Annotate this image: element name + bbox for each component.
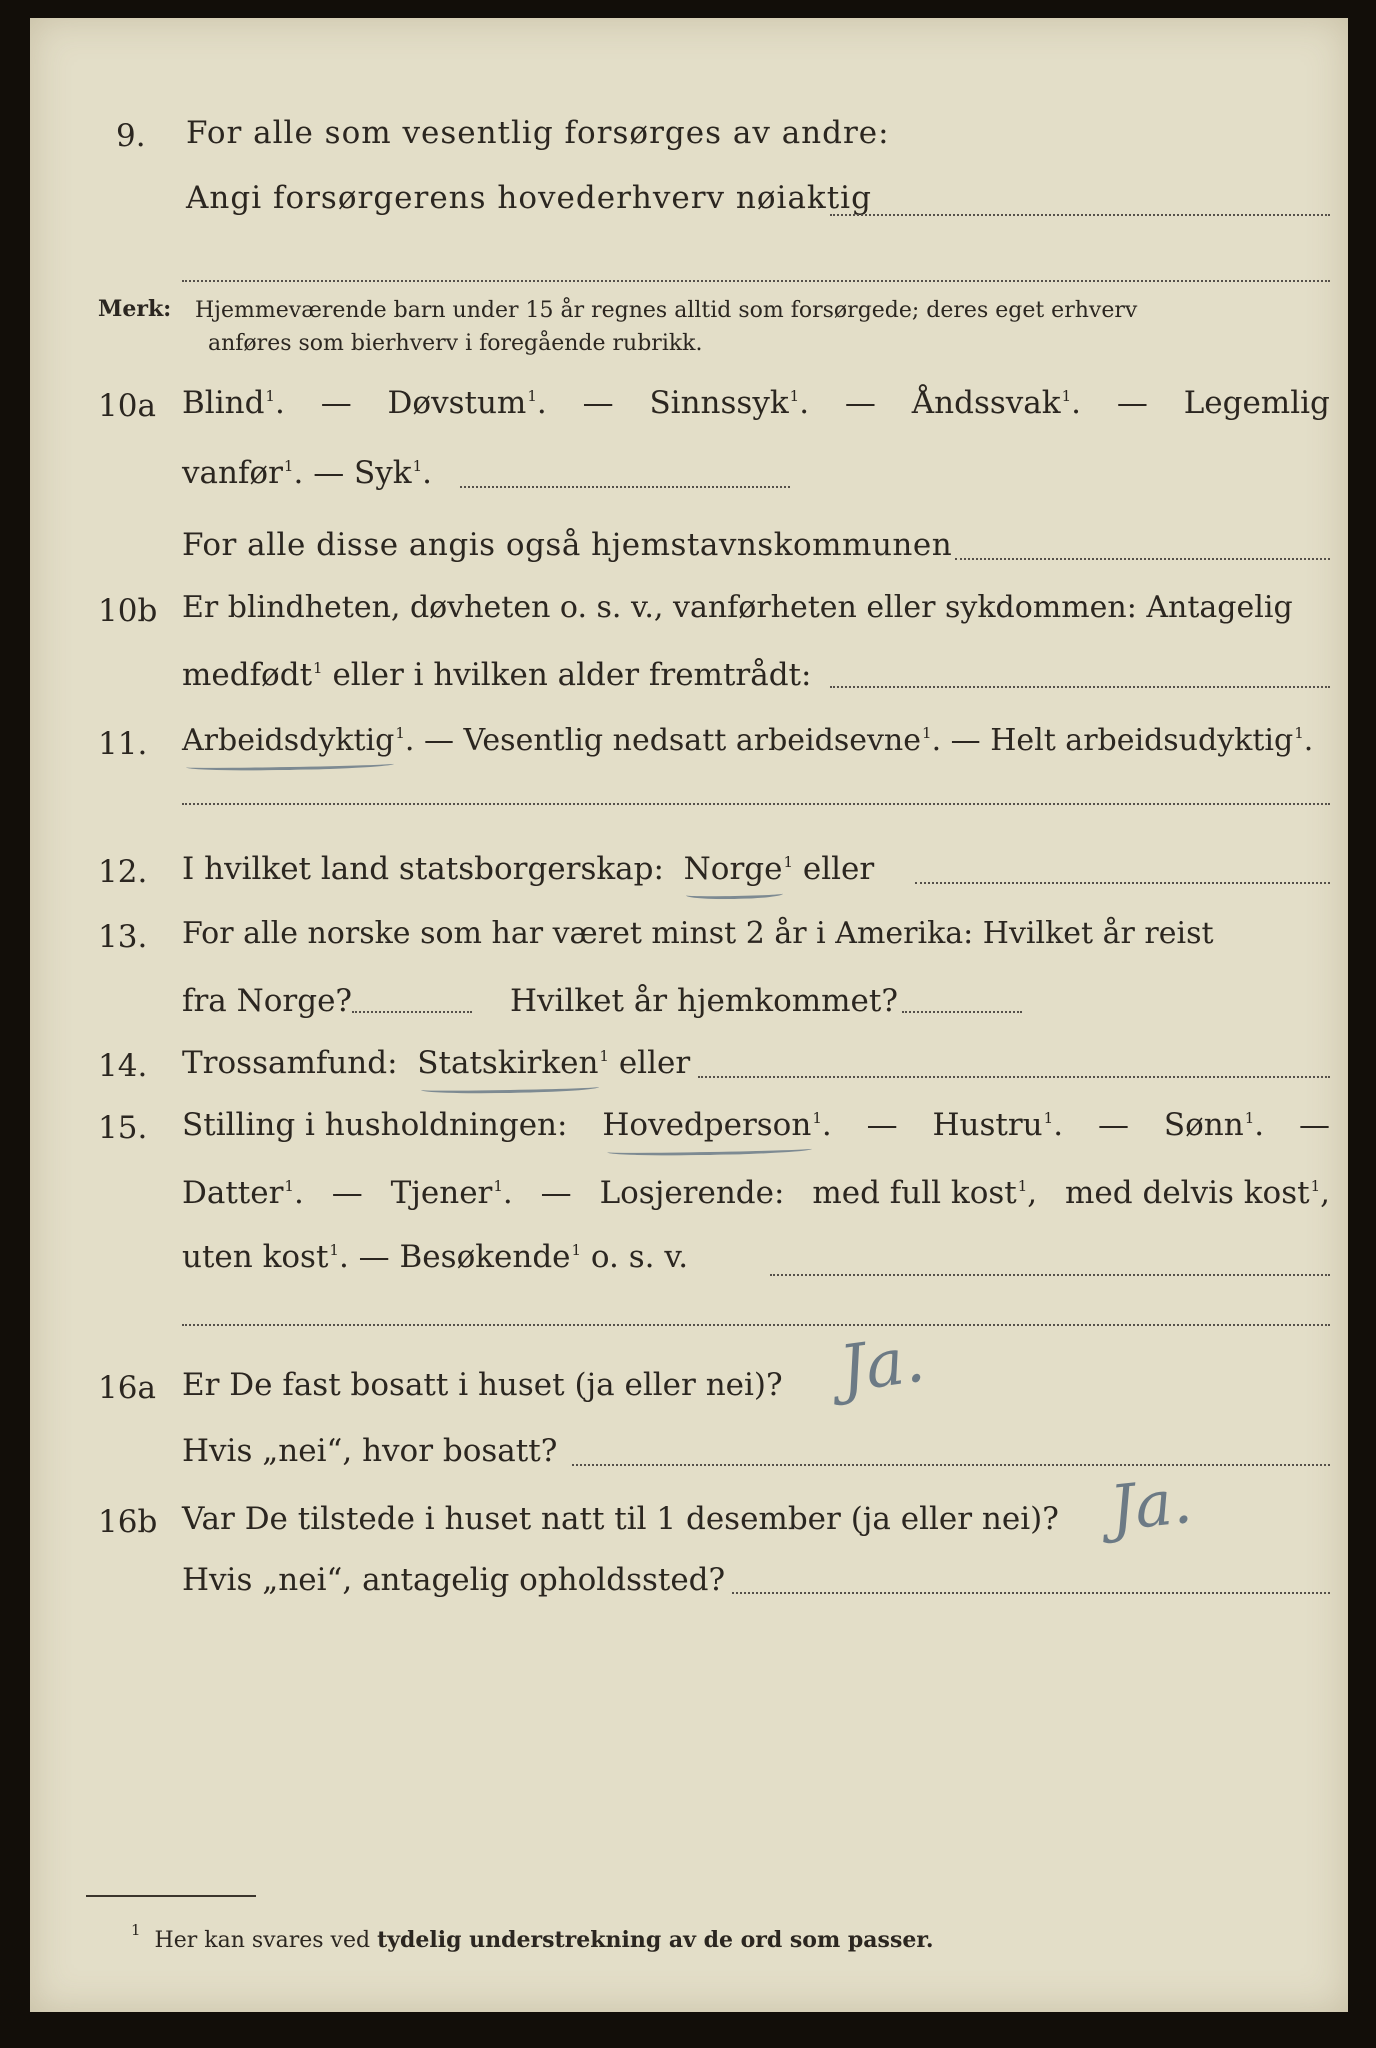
option-datter[interactable]: Datter$^1$.: [182, 1175, 304, 1211]
q10b-line1: Er blindheten, døvheten o. s. v., vanførheten eller sykdommen: Antagelig: [182, 590, 1293, 625]
question-number-16b: 16b: [98, 1504, 158, 1540]
q15-line1: [182, 1107, 1330, 1143]
q13-line1: For alle norske som har været minst 2 år i Amerika: Hvilket år reist: [182, 916, 1214, 951]
option-sonn[interactable]: Sønn$^1$.: [1163, 1107, 1265, 1143]
q12-eller: eller: [802, 851, 875, 887]
q9-answer-line-2[interactable]: [182, 280, 1330, 282]
q14-eller: eller: [618, 1045, 691, 1081]
q10b-line2-rest: eller i hvilken alder fremtrådt:: [332, 657, 812, 693]
option-syk[interactable]: Syk$^1$.: [354, 455, 432, 491]
option-norge[interactable]: Norge: [683, 851, 783, 887]
merk-line2: anføres som bierhverv i foregående rubrikk.: [208, 331, 703, 356]
option-uten-kost[interactable]: uten kost$^1$.: [182, 1239, 349, 1275]
q9-line1: For alle som vesentlig forsørges av andre:: [186, 115, 890, 151]
question-number-16a: 16a: [98, 1370, 156, 1406]
option-hustru[interactable]: Hustru$^1$.: [932, 1107, 1064, 1143]
dash: —: [1116, 385, 1148, 421]
question-number-10b: 10b: [98, 593, 158, 629]
option-blind[interactable]: Blind$^1$.: [182, 385, 285, 421]
option-statskirken[interactable]: Statskirken: [417, 1045, 599, 1081]
question-number-13: 13.: [98, 919, 148, 955]
dash: —: [582, 385, 614, 421]
option-medfodt[interactable]: medfødt$^1$: [182, 657, 323, 693]
dash: —: [540, 1175, 572, 1211]
footnote-plain: Her kan svares ved: [154, 1928, 371, 1953]
question-number-9: 9.: [116, 118, 146, 154]
option-besokende[interactable]: Besøkende$^1$: [399, 1239, 582, 1275]
option-dovstum[interactable]: Døvstum$^1$.: [387, 385, 547, 421]
option-andssvak[interactable]: Åndssvak$^1$.: [911, 385, 1081, 421]
question-number-11: 11.: [98, 726, 148, 762]
option-arbeidsdyktig[interactable]: Arbeidsdyktig: [182, 723, 395, 758]
dash: —: [844, 385, 876, 421]
option-legemlig[interactable]: Legemlig: [1183, 385, 1330, 421]
q13-fra: fra Norge?: [182, 983, 353, 1019]
option-udyktig[interactable]: Helt arbeidsudyktig$^1$.: [990, 723, 1314, 758]
q15-osv: o. s. v.: [590, 1239, 689, 1275]
q16a-answer-line[interactable]: [572, 1464, 1330, 1466]
dash: —: [423, 723, 454, 758]
q15-answer-line[interactable]: [770, 1274, 1330, 1276]
q14-text: Trossamfund:: [182, 1045, 398, 1081]
dash: —: [320, 385, 352, 421]
q16a-line2: Hvis „nei“, hvor bosatt?: [182, 1433, 558, 1469]
q10a-line3: For alle disse angis også hjemstavnskommunen: [182, 527, 953, 563]
option-vanfor[interactable]: vanfør$^1$.: [182, 455, 304, 491]
q15-answer-line-2[interactable]: [182, 1324, 1330, 1326]
q15-losjerende: Losjerende:: [599, 1175, 785, 1211]
q14-line: Trossamfund: Statskirken$^1$ eller: [182, 1045, 691, 1081]
q16b-handwritten-answer: Ja.: [1106, 1463, 1196, 1546]
q13-hjem: Hvilket år hjemkommet?: [510, 983, 898, 1019]
q11-line: Arbeidsdyktig$^1$. — Vesentlig nedsatt arbeidsevne$^1$. — Helt arbeidsudyktig$^1$.: [182, 723, 1314, 758]
q10b-line2: [182, 657, 812, 693]
option-nedsatt[interactable]: Vesentlig nedsatt arbeidsevne$^1$.: [463, 723, 942, 758]
dash: —: [331, 1175, 363, 1211]
q13-hjem-answer-line[interactable]: [902, 1011, 1022, 1013]
q12-text: I hvilket land statsborgerskap:: [182, 851, 664, 887]
census-form-page: [30, 18, 1348, 2012]
question-number-15: 15.: [98, 1110, 148, 1146]
q16a-handwritten-answer: Ja.: [835, 1322, 929, 1408]
footnote: [130, 1923, 934, 1952]
question-number-10a: 10a: [98, 388, 156, 424]
option-sinnssyk[interactable]: Sinnssyk$^1$.: [649, 385, 810, 421]
question-number-12: 12.: [98, 854, 148, 890]
dash: —: [313, 455, 345, 491]
option-med-delvis-kost[interactable]: med delvis kost$^1$,: [1065, 1175, 1330, 1211]
q12-line: I hvilket land statsborgerskap: Norge$^1$ eller: [182, 851, 875, 887]
question-number-14: 14.: [98, 1048, 148, 1084]
q10a-kommune-line[interactable]: [955, 558, 1330, 560]
q16b-line2: Hvis „nei“, antagelig opholdssted?: [182, 1562, 726, 1598]
q15-line2: [182, 1175, 1330, 1211]
dash: —: [358, 1239, 390, 1275]
dash: —: [1097, 1107, 1129, 1143]
merk-label: Merk:: [98, 296, 172, 322]
q13-fra-answer-line[interactable]: [352, 1011, 472, 1013]
q11-answer-line[interactable]: [182, 803, 1330, 805]
option-med-full-kost[interactable]: med full kost$^1$,: [812, 1175, 1038, 1211]
option-hovedperson[interactable]: Hovedperson$^1$.: [602, 1107, 832, 1143]
q16b-answer-line[interactable]: [732, 1592, 1330, 1594]
q10b-answer-line[interactable]: [830, 686, 1330, 688]
q16a-line1: Er De fast bosatt i huset (ja eller nei)?: [182, 1367, 783, 1403]
q15-line3: [182, 1239, 689, 1275]
q16b-line1: Var De tilstede i huset natt til 1 desember (ja eller nei)?: [182, 1501, 1059, 1537]
q10a-line2: [182, 455, 432, 491]
dash: —: [1298, 1107, 1330, 1143]
q10a-answer-line[interactable]: [460, 486, 790, 488]
footnote-bold: tydelig understrekning av de ord som passer.: [377, 1927, 934, 1953]
q15-text: Stilling i husholdningen:: [182, 1107, 568, 1143]
dash: —: [950, 723, 981, 758]
dash: —: [866, 1107, 898, 1143]
footnote-divider: [86, 1895, 256, 1897]
q9-line2: Angi forsørgerens hovederhverv nøiaktig: [186, 180, 872, 216]
q12-answer-line[interactable]: [915, 882, 1330, 884]
q14-answer-line[interactable]: [698, 1076, 1330, 1078]
q9-answer-line[interactable]: [830, 214, 1330, 216]
footnote-mark: 1: [131, 1921, 141, 1939]
option-tjener[interactable]: Tjener$^1$.: [390, 1175, 513, 1211]
merk-line1: Hjemmeværende barn under 15 år regnes alltid som forsørgede; deres eget erhverv: [195, 298, 1138, 323]
q10a-line1: [182, 385, 1330, 421]
